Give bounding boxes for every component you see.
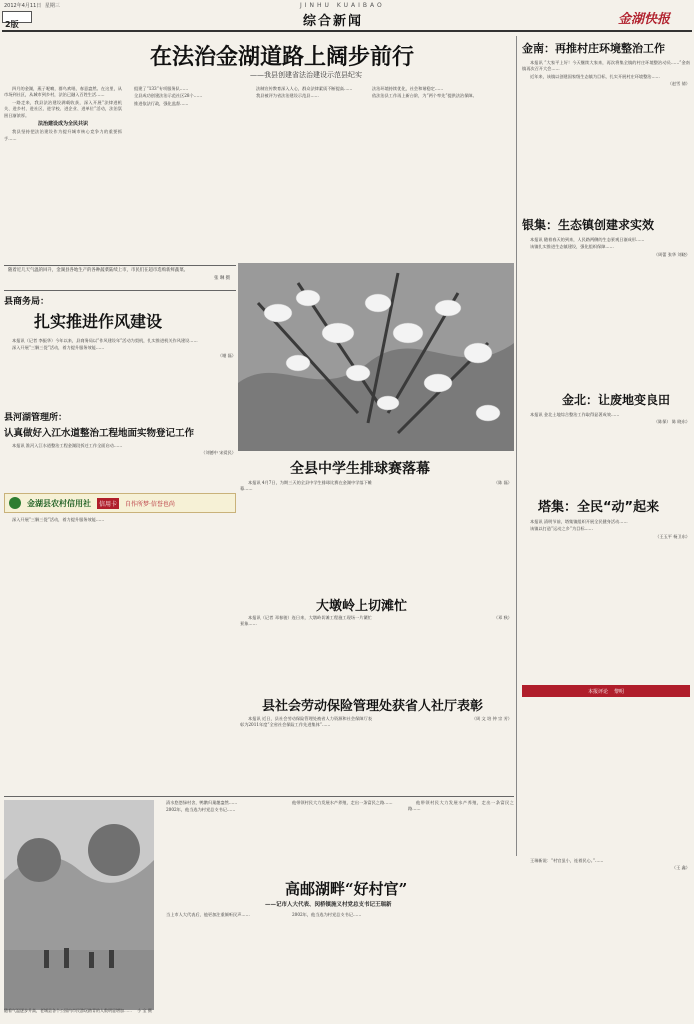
court-kicker: 县河湖管理所： bbox=[4, 413, 68, 423]
ministry-article bbox=[4, 294, 236, 406]
dunling-title: 大墩岭上切滩忙 bbox=[316, 599, 408, 614]
section-title: 综合新闻 bbox=[303, 14, 364, 29]
bottom-rule bbox=[4, 796, 514, 797]
feature-mid-text: 当上市人大代表后，他更加注重倾听民声…… 2002年，他当选为村党总支书记…… bbox=[166, 912, 362, 917]
column-footer-bar: 本报评论 黎明 bbox=[522, 685, 690, 697]
park-photo-art bbox=[4, 800, 154, 1010]
ministry-title: 扎实推进作风建设 bbox=[34, 312, 163, 331]
right-article-body-3: 本报讯 金北土地综合整治工作取得显著成效…… （陈保） 陈 晓东） bbox=[530, 412, 690, 425]
court-title: 认真做好入江水道整治工程地面实物登记工作 bbox=[4, 428, 195, 439]
right-article-title-2: 银集：生态镇创建求实效 bbox=[522, 218, 655, 232]
lead-col-4: 法治环境持续优化，社会和谐稳定…… 依法治县工作再上新台阶，为“两个率先”提供法治保障。 bbox=[372, 86, 477, 99]
feature-mid-top-text: 他带领村民大力发展水产养殖，走出一条富民之路…… bbox=[292, 800, 393, 805]
feature-center-right-text: 他带领村民大力发展水产养殖，走出一条富民之路…… bbox=[408, 800, 514, 812]
left-lower-text: 深入开展“三解三促”活动，着力提升服务效能…… bbox=[12, 517, 105, 522]
feature-subtitle: ——记市人大代表、闵桥镇施义村党总支书记王瑞新 bbox=[265, 902, 392, 908]
magnolia-photo-art bbox=[238, 263, 514, 451]
right-column bbox=[522, 38, 690, 853]
feature-title: 高邮湖畔“好村官” bbox=[285, 880, 408, 898]
masthead-date: 2012年4月11日 星期三 bbox=[4, 3, 60, 9]
masthead-rule bbox=[2, 30, 692, 32]
left-photo-caption-box: 随着近几天气温的回升，金湖县各地生产的各种蔬菜陆续上市，市民们在超市选购新鲜蔬菜。 张 琳 摄 bbox=[4, 265, 236, 291]
right-article-title-1: 金南：再推村庄环境整治工作 bbox=[522, 42, 665, 55]
volleyball-body: 本报讯 4月7日，为期三天的全县中学生排球比赛在金湖中学落下帷幕…… （陈 磊） bbox=[240, 480, 512, 492]
magnolia-photo bbox=[238, 263, 514, 451]
volleyball-title: 全县中学生排球赛落幕 bbox=[290, 461, 430, 477]
right-article-body-1: 本报讯 “大家平上好！今天继续大家来，再次将集全镇的村庄环境整治动员……”金南镇再次召开大会…… 近年来，该镇以创建国家级生态镇为目标，扎实开展村庄环境整治…… （赵雪 倩） bbox=[522, 60, 690, 87]
court-body: 本报讯 淮河入江水道整治工程金湖段拆迁工作全面启动…… （刘德中 宋爱民） bbox=[12, 443, 236, 456]
insurance-title: 县社会劳动保险管理处获省人社厅表彰 bbox=[262, 699, 484, 714]
right-article-body-2: 本报讯 随着春天的到来，人民路两侧的生态景观日渐成形…… 该镇扎实推进生态镇建设，强化组织保障…… （周蕾 张华 刘晓） bbox=[530, 237, 690, 257]
lead-col-2: 组建了“133”专项服务队…… 全县成功创建法治示范社区28个…… 推进依法行政，强化监督…… bbox=[134, 86, 203, 106]
right-article-body-4: 本报讯 清明节前，塔集镇组织开展全民健身活动…… 该镇以打造“运动之乡”为目标…… （王玉平 杨卫东） bbox=[530, 519, 690, 539]
ministry-kicker: 县商务局： bbox=[4, 297, 50, 307]
right-article-title-4: 塔集：全民“动”起来 bbox=[538, 500, 660, 515]
bank-logo-icon bbox=[9, 497, 21, 509]
brand-logo: 金湖快报 bbox=[618, 12, 671, 27]
column-divider bbox=[516, 36, 517, 856]
bank-ad[interactable]: 金湖县农村信用社 信用卡 自作所梦·信誉也尚 bbox=[4, 493, 236, 513]
park-photo-caption: 随着气温逐步升高，老城县各个公园内市民游玩踏青的人数明显增加…… 小 宝 摄 bbox=[4, 1008, 152, 1013]
lead-col-3: 法制宣传教育深入人心，群众法律素质不断提高…… 我县被评为省法治建设示范县…… bbox=[256, 86, 353, 99]
lead-col-1: 四月的金湖，燕子呢喃，群鸟欢唱，春意盎然。在这里，从市场到社区，从城市到乡村，法治已融入百姓生活…… 一路走来，我县法治建设满载收获，深入开展“法律进机关、进乡村、进社区、进学校、进企业、进单位”活动，法治氛围日渐浓厚。 法治建设成为全民共识 我县坚持把法治建设作为提升城市核心竞争力的重要抓手…… bbox=[4, 86, 122, 141]
page-number: 2版 bbox=[2, 11, 32, 23]
dunling-body: 本报讯（记者 邓春骏）连日来，大墩岭切滩工程施工现场一片繁忙景象…… （邓 秋） bbox=[240, 615, 512, 627]
court-article bbox=[4, 410, 236, 490]
right-article-title-3: 金北：让废地变良田 bbox=[562, 393, 671, 407]
lead-title: 在法治金湖道路上阔步前行 bbox=[150, 44, 415, 70]
ministry-body: 本报讯（记者 李振华）今年以来，县商务局以“作风建设年”活动为契机，扎实推进机关作风建设…… 深入开展“三解三促”活动，着力提升服务效能…… （谢 磊） bbox=[12, 338, 236, 358]
park-photo bbox=[4, 800, 154, 1010]
feature-left-text: 清水悠悠绿村舍，鸭鹅归巢趣盎然…… 2002年，他当选为村党总支书记…… bbox=[166, 800, 238, 813]
masthead-pinyin: JINHU KUAIBAO bbox=[300, 2, 385, 9]
masthead bbox=[0, 0, 694, 36]
insurance-body: 本报讯 近日，县社会劳动保险管理处被省人力资源和社会保障厅表彰为2011年度“全省社会保险工作先进集体”…… （周 文 培 仲 宗 芳） bbox=[240, 716, 512, 728]
feature-right-text: 王瑞新说：“村官虽小，连着民心。”…… （王 鑫） bbox=[530, 858, 690, 871]
lead-subtitle: ——我县创建省法治建设示范县纪实 bbox=[250, 71, 362, 79]
